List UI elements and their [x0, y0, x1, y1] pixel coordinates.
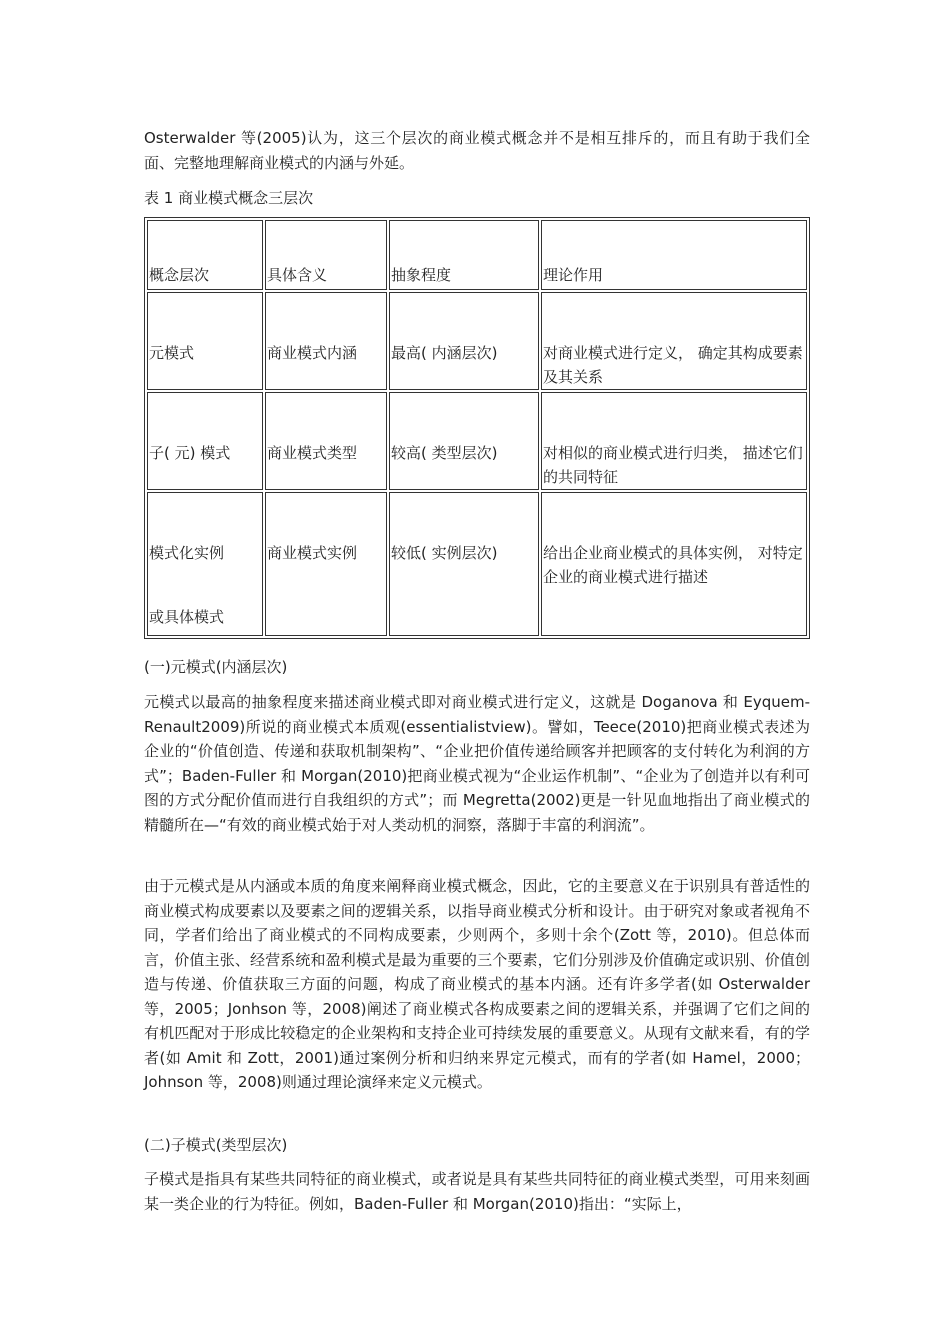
section-paragraph: 由于元模式是从内涵或本质的角度来阐释商业模式概念，因此，它的主要意义在于识别具有普适性的商业模式构成要素以及要素之间的逻辑关系，以指导商业模式分析和设计。由于研究对象或者视角不同，学者们给出了商业模式的不同构成要素，少则两个，多则十余个(Zott 等，2010)。但总体而言，价值主张、经营系统和盈利模式是最为重要的三个要素，它们分别涉及价值确定或识别、价值创造与传递、价值获取三方面的问题，构成了商业模式的基本内涵。还有许多学者(如 Osterwalder 等，2005；Jonhson 等，2008)阐述了商业模式各构成要素之间的逻辑关系，并强调了它们之间的有机匹配对于形成比较稳定的企业架构和支持企业可持续发展的重要意义。从现有文献来看，有的学者(如 Amit 和 Zott，2001)通过案例分析和归纳来界定元模式，而有的学者(如 Hamel，2000；Johnson 等，2008)则通过理论演绎来定义元模式。: [144, 877, 810, 1091]
section-heading: (一)元模式(内涵层次): [144, 658, 288, 676]
table-cell: 对商业模式进行定义， 确定其构成要素及其关系: [541, 292, 807, 390]
table-header-row: [147, 220, 807, 290]
table-row: [147, 392, 807, 490]
concept-table: [144, 217, 810, 639]
table-cell: 商业模式实例: [265, 492, 387, 636]
table-cell: 子( 元) 模式: [147, 392, 263, 490]
intro-paragraph: Osterwalder 等(2005)认为，这三个层次的商业模式概念并不是相互排斥的，而且有助于我们全面、完整地理解商业模式的内涵与外延。: [144, 129, 810, 172]
table-cell: 给出企业商业模式的具体实例， 对特定企业的商业模式进行描述: [541, 492, 807, 636]
table-caption: 表 1 商业模式概念三层次: [144, 189, 314, 207]
table-cell: 较低( 实例层次): [389, 492, 539, 636]
table-row: [147, 492, 807, 636]
section-heading: (二)子模式(类型层次): [144, 1136, 288, 1154]
table-cell: 较高( 类型层次): [389, 392, 539, 490]
section-paragraph: 元模式以最高的抽象程度来描述商业模式即对商业模式进行定义，这就是 Doganova 和 Eyquem-Renault2009)所说的商业模式本质观(essentialistview)。譬如，Teece(2010)把商业模式表述为企业的“价值创造、传递和获取机制架构”、“企业把价值传递给顾客并把顾客的支付转化为利润的方式”；Baden-Fuller 和 Morgan(2010)把商业模式视为“企业运作机制”、“企业为了创造并以有利可图的方式分配价值而进行自我组织的方式”；而 Megretta(2002)更是一针见血地指出了商业模式的精髓所在—“有效的商业模式始于对人类动机的洞察，落脚于丰富的利润流”。: [144, 693, 810, 834]
table-cell: 商业模式内涵: [265, 292, 387, 390]
table-header-cell: 理论作用: [541, 220, 807, 290]
table-cell: 元模式: [147, 292, 263, 390]
table-header-cell: 具体含义: [265, 220, 387, 290]
table-cell: 对相似的商业模式进行归类， 描述它们的共同特征: [541, 392, 807, 490]
section-paragraph: 子模式是指具有某些共同特征的商业模式，或者说是具有某些共同特征的商业模式类型，可用来刻画某一类企业的行为特征。例如，Baden-Fuller 和 Morgan(2010)指出：“实际上，: [144, 1170, 810, 1213]
table-row: [147, 292, 807, 390]
table-cell: 模式化实例 或具体模式: [147, 492, 263, 636]
table-cell: 商业模式类型: [265, 392, 387, 490]
table-header-cell: 抽象程度: [389, 220, 539, 290]
table-header-cell: 概念层次: [147, 220, 263, 290]
table-cell: 最高( 内涵层次): [389, 292, 539, 390]
